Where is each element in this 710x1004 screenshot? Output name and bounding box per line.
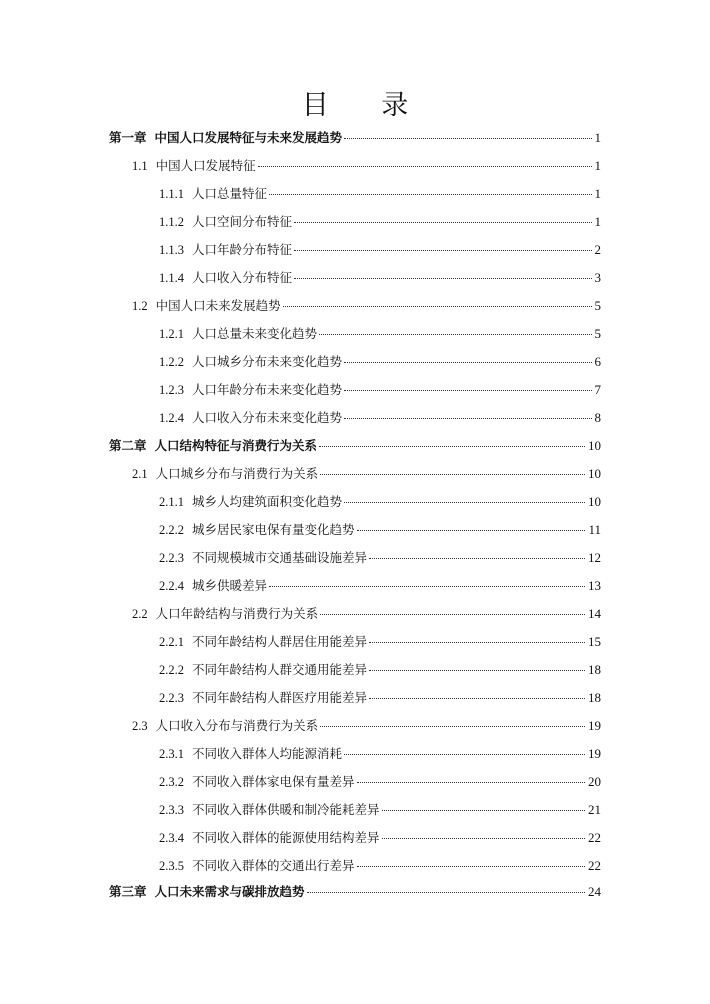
dot-leader — [344, 362, 591, 363]
dot-leader — [344, 502, 585, 503]
toc-entry-number: 1.2 — [132, 299, 148, 313]
toc-entry-title: 城乡供暖差异 — [192, 578, 268, 593]
toc-entry-title: 中国人口未来发展趋势 — [155, 298, 281, 313]
toc-entry-title: 人口总量未来变化趋势 — [192, 326, 318, 341]
toc-entry-title: 城乡居民家电保有量变化趋势 — [192, 522, 355, 537]
toc-entry-number: 2.2.1 — [159, 635, 184, 649]
toc-entry[interactable] — [159, 687, 601, 709]
page-title: 目 录 — [301, 90, 431, 121]
dot-leader — [320, 726, 585, 727]
toc-entry-number: 第二章 — [109, 438, 147, 453]
toc-entry[interactable] — [159, 519, 601, 541]
toc-entry-page: 18 — [588, 690, 601, 705]
dot-leader — [357, 530, 586, 531]
toc-entry[interactable] — [159, 239, 601, 261]
dot-leader — [320, 474, 585, 475]
toc-entry-title: 不同年龄结构人群交通用能差异 — [192, 662, 368, 677]
dot-leader — [307, 892, 585, 893]
toc-entry-title: 人口收入分布未来变化趋势 — [192, 410, 343, 425]
toc-entry[interactable] — [159, 827, 601, 849]
toc-entry[interactable] — [132, 603, 601, 625]
toc-entry-title: 中国人口发展特征与未来发展趋势 — [154, 130, 343, 145]
toc-entry-number: 2.3.5 — [159, 859, 184, 873]
toc-entry-title: 不同规模城市交通基础设施差异 — [192, 550, 368, 565]
toc-entry-page: 10 — [588, 466, 601, 481]
toc-entry-title: 不同年龄结构人群医疗用能差异 — [192, 690, 368, 705]
toc-entry[interactable] — [109, 881, 601, 903]
toc-entry-page: 24 — [588, 884, 601, 899]
toc-entry-number: 1.1 — [132, 159, 148, 173]
dot-leader — [269, 586, 585, 587]
dot-leader — [269, 194, 591, 195]
toc-entry[interactable] — [159, 631, 601, 653]
toc-entry[interactable] — [159, 743, 601, 765]
dot-leader — [283, 306, 592, 307]
toc-entry[interactable] — [159, 491, 601, 513]
toc-entry[interactable] — [159, 267, 601, 289]
toc-entry-title: 不同收入群体供暖和制冷能耗差异 — [192, 802, 380, 817]
toc-entry-number: 1.1.2 — [159, 215, 184, 229]
toc-entry-page: 2 — [594, 242, 601, 257]
toc-entry-page: 6 — [594, 354, 601, 369]
toc-entry[interactable] — [132, 295, 601, 317]
toc-entry[interactable] — [159, 407, 601, 429]
toc-entry-number: 1.1.1 — [159, 187, 184, 201]
toc-entry-number: 1.2.4 — [159, 411, 184, 425]
dot-leader — [344, 754, 585, 755]
toc-entry-title: 人口城乡分布未来变化趋势 — [192, 354, 343, 369]
toc-entry-title: 人口年龄结构与消费行为关系 — [155, 606, 319, 621]
dot-leader — [294, 250, 591, 251]
toc-entry-title: 人口总量特征 — [192, 186, 268, 201]
toc-entry[interactable] — [132, 715, 601, 737]
toc-entry-number: 2.2.4 — [159, 579, 184, 593]
toc-entry-title: 城乡人均建筑面积变化趋势 — [192, 494, 343, 509]
toc-entry-number: 1.1.3 — [159, 243, 184, 257]
toc-entry-title: 人口结构特征与消费行为关系 — [154, 438, 318, 453]
toc-entry-title: 不同收入群体的能源使用结构差异 — [192, 830, 380, 845]
toc-entry-page: 10 — [588, 494, 601, 509]
toc-entry-number: 1.2.1 — [159, 327, 184, 341]
toc-entry-number: 2.2.2 — [159, 663, 184, 677]
toc-entry-page: 11 — [588, 522, 601, 537]
toc-entry-title: 人口收入分布特征 — [192, 270, 293, 285]
toc-entry[interactable] — [109, 127, 601, 149]
toc-entry[interactable] — [159, 351, 601, 373]
toc-entry-number: 2.3 — [132, 719, 148, 733]
toc-entry-title: 人口城乡分布与消费行为关系 — [155, 466, 319, 481]
toc-entry-page: 22 — [588, 830, 601, 845]
toc-entry-page: 5 — [594, 326, 601, 341]
toc-entry-title: 人口年龄分布未来变化趋势 — [192, 382, 343, 397]
toc-entry-title: 人口收入分布与消费行为关系 — [155, 718, 319, 733]
dot-leader — [344, 418, 591, 419]
dot-leader — [319, 334, 591, 335]
dot-leader — [357, 866, 585, 867]
toc-entry-page: 19 — [588, 746, 601, 761]
toc-entry[interactable] — [159, 575, 601, 597]
dot-leader — [382, 810, 585, 811]
toc-entry-page: 22 — [588, 858, 601, 873]
toc-entry-title: 不同年龄结构人群居住用能差异 — [192, 634, 368, 649]
toc-entry-page: 12 — [588, 550, 601, 565]
toc-entry[interactable] — [159, 323, 601, 345]
toc-entry[interactable] — [132, 155, 601, 177]
dot-leader — [369, 698, 585, 699]
dot-leader — [369, 558, 585, 559]
toc-entry-page: 19 — [588, 718, 601, 733]
toc-entry-number: 2.3.3 — [159, 803, 184, 817]
toc-entry-page: 10 — [588, 438, 601, 453]
dot-leader — [319, 446, 585, 447]
toc-entry[interactable] — [159, 379, 601, 401]
dot-leader — [357, 782, 585, 783]
toc-entry-page: 1 — [594, 186, 601, 201]
dot-leader — [382, 838, 585, 839]
toc-entry-page: 18 — [588, 662, 601, 677]
toc-entry[interactable] — [159, 771, 601, 793]
toc-entry-number: 2.2.3 — [159, 691, 184, 705]
toc-entry[interactable] — [159, 799, 601, 821]
toc-entry-number: 1.1.4 — [159, 271, 184, 285]
toc-entry-number: 2.2.3 — [159, 551, 184, 565]
toc-entry-page: 13 — [588, 578, 601, 593]
dot-leader — [369, 670, 585, 671]
toc-entry-title: 不同收入群体的交通出行差异 — [192, 858, 355, 873]
toc-entry-number: 1.2.3 — [159, 383, 184, 397]
toc-entry-page: 5 — [594, 298, 601, 313]
toc-entry-title: 人口空间分布特征 — [192, 214, 293, 229]
toc-entry[interactable] — [159, 183, 601, 205]
toc-entry-number: 2.1.1 — [159, 495, 184, 509]
dot-leader — [294, 222, 591, 223]
toc-entry-page: 21 — [588, 802, 601, 817]
dot-leader — [344, 138, 591, 139]
toc-entry-title: 人口未来需求与碳排放趋势 — [154, 884, 305, 899]
toc-entry-page: 7 — [594, 382, 601, 397]
toc-entry-page: 20 — [588, 774, 601, 789]
dot-leader — [369, 642, 585, 643]
toc-entry[interactable] — [132, 463, 601, 485]
toc-entry-number: 2.3.1 — [159, 747, 184, 761]
toc-entry-page: 1 — [594, 214, 601, 229]
toc-entry-page: 8 — [594, 410, 601, 425]
toc-entry[interactable] — [159, 659, 601, 681]
toc-entry-page: 15 — [588, 634, 601, 649]
toc-entry-number: 2.3.4 — [159, 831, 184, 845]
toc-entry[interactable] — [159, 855, 601, 877]
toc-entry[interactable] — [159, 211, 601, 233]
toc-entry[interactable] — [159, 547, 601, 569]
toc-entry-title: 不同收入群体家电保有量差异 — [192, 774, 355, 789]
toc-entry-number: 1.2.2 — [159, 355, 184, 369]
toc-entry-number: 第一章 — [109, 130, 147, 145]
dot-leader — [294, 278, 591, 279]
toc-entry-number: 2.1 — [132, 467, 148, 481]
toc-entry-number: 2.3.2 — [159, 775, 184, 789]
toc-entry-number: 2.2 — [132, 607, 148, 621]
dot-leader — [320, 614, 585, 615]
dot-leader — [258, 166, 592, 167]
dot-leader — [344, 390, 591, 391]
toc-entry-page: 3 — [594, 270, 601, 285]
toc-entry-page: 1 — [594, 158, 601, 173]
toc-entry-number: 第三章 — [109, 884, 147, 899]
toc-entry-page: 14 — [588, 606, 601, 621]
toc-entry-number: 2.2.2 — [159, 523, 184, 537]
toc-entry-title: 人口年龄分布特征 — [192, 242, 293, 257]
toc-entry[interactable] — [109, 435, 601, 457]
toc-entry-title: 不同收入群体人均能源消耗 — [192, 746, 343, 761]
toc-entry-title: 中国人口发展特征 — [155, 158, 256, 173]
toc-entry-page: 1 — [594, 130, 601, 145]
